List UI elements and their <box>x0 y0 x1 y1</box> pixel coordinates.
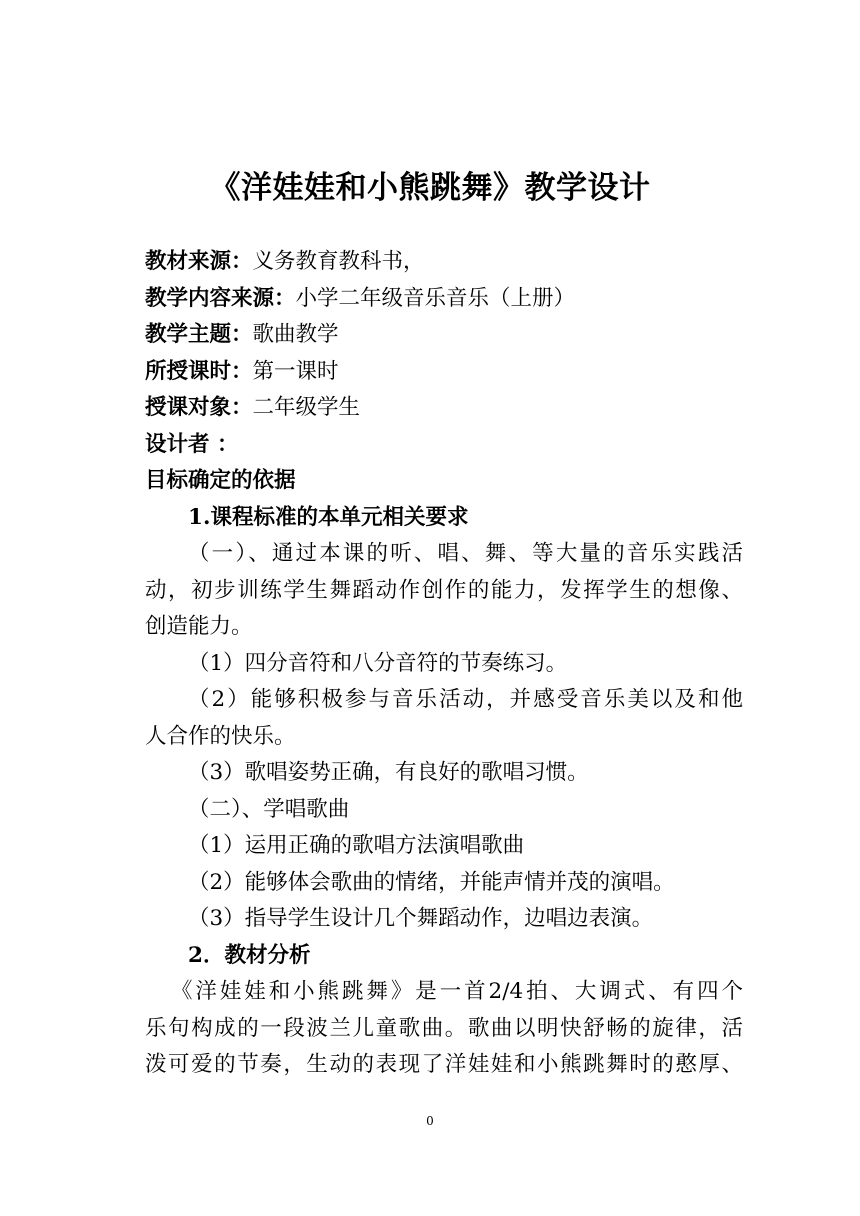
meta-label: 设计者 ： <box>145 431 239 457</box>
meta-label: 教学主题： <box>145 322 253 347</box>
section1-sub2-heading: （二）、学唱歌曲 <box>188 796 350 822</box>
section1-sub2-item3: （3）指导学生设计几个舞蹈动作，边唱边表演。 <box>188 906 654 931</box>
document-body <box>145 244 743 1084</box>
section1-item2-line1: （2）能够积极参与音乐活动，并感受音乐美以及和他 <box>188 687 743 712</box>
meta-label: 授课对象： <box>145 395 253 420</box>
meta-value: 小学二年级音乐音乐（上册） <box>295 285 576 311</box>
meta-value: 义务教育教科书， <box>252 249 425 274</box>
section1-sub2-item1: （1）运用正确的歌唱方法演唱歌曲 <box>188 833 525 858</box>
section2-para-line3: 泼可爱的节奏，生动的表现了洋娃娃和小熊跳舞时的憨厚、 <box>145 1052 743 1077</box>
meta-value: 歌曲教学 <box>252 322 339 347</box>
meta-row-theme <box>145 317 743 354</box>
meta-label: 教学内容来源： <box>145 285 296 311</box>
meta-row-content-source <box>145 281 743 318</box>
meta-row-source <box>145 244 743 281</box>
section1-item3: （3）歌唱姿势正确，有良好的歌唱习惯。 <box>188 760 589 785</box>
section1-para1-line3: 创造能力。 <box>145 614 253 639</box>
meta-label: 所授课时： <box>145 358 253 384</box>
meta-value: 二年级学生 <box>252 395 361 420</box>
meta-row-designer <box>145 427 743 464</box>
section1-heading: 1.课程标准的本单元相关要求 <box>188 504 469 530</box>
meta-label: 教材来源： <box>145 249 253 274</box>
section1-para1-line1: （一）、通过本课的听、唱、舞、等大量的音乐实践活 <box>188 541 743 566</box>
basis-heading: 目标确定的依据 <box>145 468 296 493</box>
meta-row-lesson <box>145 354 743 391</box>
section1-item2-line2: 人合作的快乐。 <box>145 723 296 749</box>
section1-item1: （1）四分音符和八分音符的节奏练习。 <box>188 650 568 676</box>
section1-para1-line2: 动，初步训练学生舞蹈动作创作的能力，发挥学生的想像、 <box>145 577 743 603</box>
section1-sub2-item2: （2）能够体会歌曲的情绪，并能声情并茂的演唱。 <box>188 869 675 895</box>
section2-para-line1: 《洋娃娃和小熊跳舞》是一首2/4拍、大调式、有四个 <box>171 979 743 1004</box>
section2-para-line2: 乐句构成的一段波兰儿童歌曲。歌曲以明快舒畅的旋律，活 <box>145 1015 743 1041</box>
document-title: 《洋娃娃和小熊跳舞》教学设计 <box>209 170 651 206</box>
meta-row-audience <box>145 390 743 427</box>
meta-value: 第一课时 <box>252 358 339 384</box>
page-number: 0 <box>426 1114 434 1128</box>
section2-heading: 2．教材分析 <box>188 942 311 968</box>
